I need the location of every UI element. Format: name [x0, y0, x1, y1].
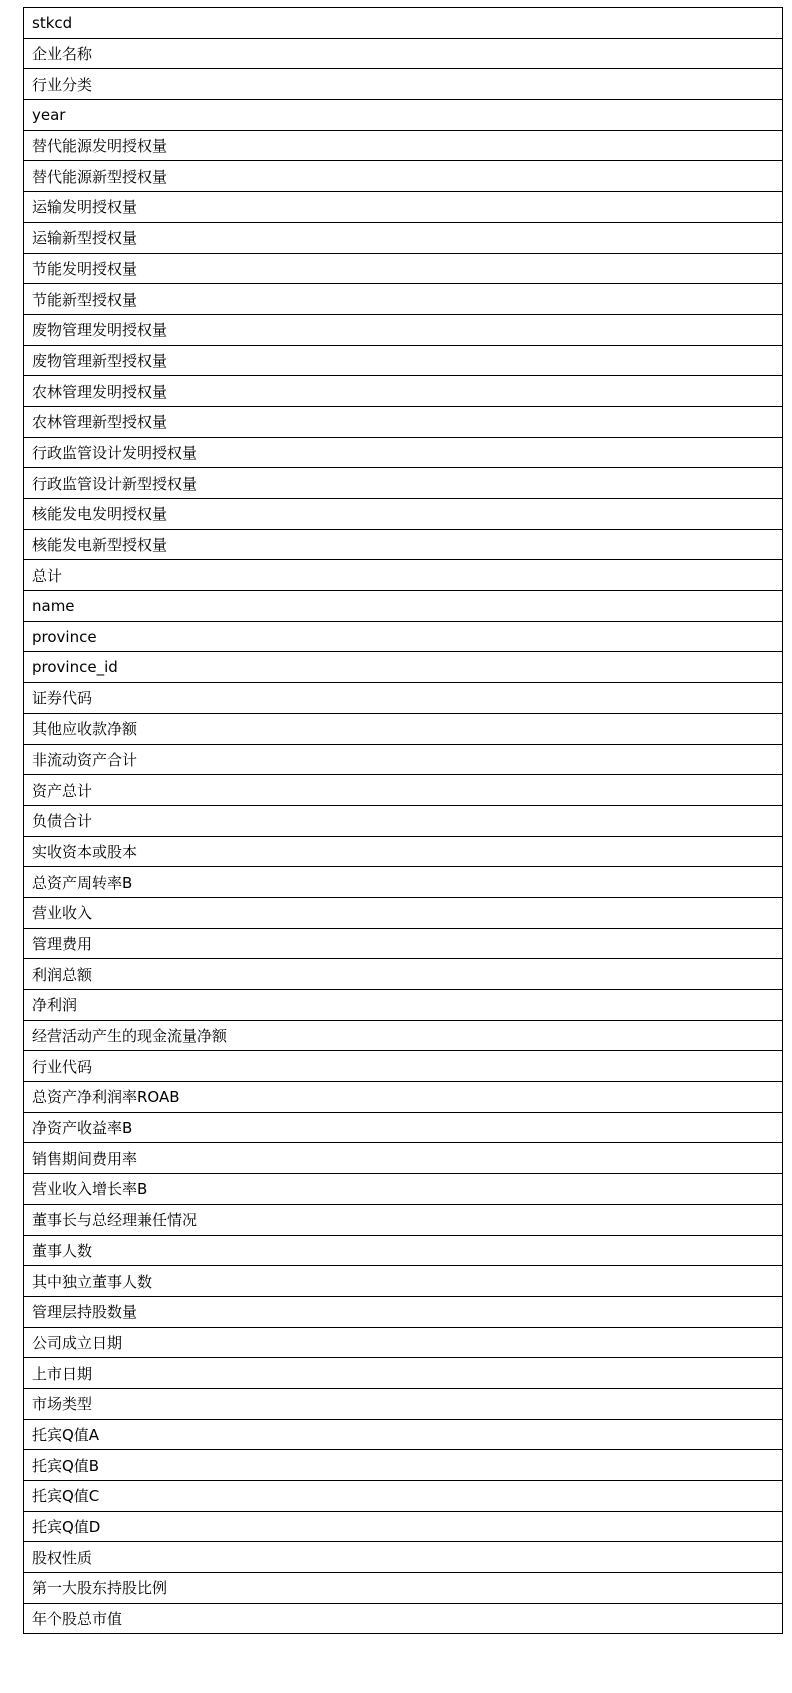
table-row	[24, 1235, 783, 1266]
table-row	[24, 499, 783, 530]
field-name-cell: 董事人数	[24, 1235, 783, 1266]
table-row	[24, 897, 783, 928]
table-row	[24, 253, 783, 284]
table-row	[24, 1542, 783, 1573]
table-row	[24, 100, 783, 131]
field-name-cell: 资产总计	[24, 775, 783, 806]
table-row	[24, 1112, 783, 1143]
field-name-cell: 股权性质	[24, 1542, 783, 1573]
field-name-cell: 证券代码	[24, 683, 783, 714]
field-name-cell: 非流动资产合计	[24, 744, 783, 775]
field-name-cell: year	[24, 100, 783, 131]
field-name-cell: 托宾Q值C	[24, 1481, 783, 1512]
field-name-cell: 利润总额	[24, 959, 783, 990]
field-name-cell: 净利润	[24, 990, 783, 1021]
field-name-cell: 第一大股东持股比例	[24, 1573, 783, 1604]
table-row	[24, 836, 783, 867]
field-name-cell: 托宾Q值D	[24, 1511, 783, 1542]
table-row	[24, 38, 783, 69]
table-row	[24, 1174, 783, 1205]
table-row	[24, 1296, 783, 1327]
field-name-cell: 行业代码	[24, 1051, 783, 1082]
field-list-table	[23, 7, 783, 1634]
field-name-cell: 总计	[24, 560, 783, 591]
field-name-cell: 废物管理新型授权量	[24, 345, 783, 376]
table-row	[24, 1419, 783, 1450]
table-row	[24, 314, 783, 345]
field-name-cell: 替代能源新型授权量	[24, 161, 783, 192]
field-name-cell: 营业收入	[24, 897, 783, 928]
table-row	[24, 1481, 783, 1512]
table-row	[24, 621, 783, 652]
field-name-cell: 董事长与总经理兼任情况	[24, 1204, 783, 1235]
field-name-cell: 行政监管设计发明授权量	[24, 437, 783, 468]
field-name-cell: 经营活动产生的现金流量净额	[24, 1020, 783, 1051]
field-name-cell: 销售期间费用率	[24, 1143, 783, 1174]
field-name-cell: 托宾Q值A	[24, 1419, 783, 1450]
field-name-cell: 运输发明授权量	[24, 192, 783, 223]
table-row	[24, 284, 783, 315]
field-name-cell: 市场类型	[24, 1388, 783, 1419]
table-row	[24, 867, 783, 898]
table-row	[24, 130, 783, 161]
field-name-cell: name	[24, 591, 783, 622]
table-row	[24, 1020, 783, 1051]
field-name-cell: 年个股总市值	[24, 1603, 783, 1634]
table-row	[24, 591, 783, 622]
field-name-cell: province	[24, 621, 783, 652]
field-name-cell: 管理层持股数量	[24, 1296, 783, 1327]
field-name-cell: 节能新型授权量	[24, 284, 783, 315]
field-name-cell: 节能发明授权量	[24, 253, 783, 284]
field-name-cell: 核能发电新型授权量	[24, 529, 783, 560]
field-name-cell: 上市日期	[24, 1358, 783, 1389]
table-row	[24, 69, 783, 100]
field-name-cell: 农林管理新型授权量	[24, 406, 783, 437]
field-name-cell: 企业名称	[24, 38, 783, 69]
table-row	[24, 1143, 783, 1174]
table-row	[24, 1051, 783, 1082]
table-row	[24, 529, 783, 560]
table-row	[24, 805, 783, 836]
table-row	[24, 713, 783, 744]
table-row	[24, 959, 783, 990]
table-row	[24, 437, 783, 468]
field-name-cell: 负债合计	[24, 805, 783, 836]
field-name-cell: 营业收入增长率B	[24, 1174, 783, 1205]
table-row	[24, 406, 783, 437]
field-name-cell: 实收资本或股本	[24, 836, 783, 867]
field-name-cell: 管理费用	[24, 928, 783, 959]
table-row	[24, 161, 783, 192]
table-row	[24, 652, 783, 683]
table-row	[24, 345, 783, 376]
table-row	[24, 192, 783, 223]
table-row	[24, 560, 783, 591]
field-name-cell: 行业分类	[24, 69, 783, 100]
field-name-cell: stkcd	[24, 8, 783, 39]
field-name-cell: 农林管理发明授权量	[24, 376, 783, 407]
table-row	[24, 928, 783, 959]
table-row	[24, 683, 783, 714]
table-row	[24, 1450, 783, 1481]
field-name-cell: 总资产净利润率ROAB	[24, 1082, 783, 1113]
table-row	[24, 1204, 783, 1235]
table-row	[24, 8, 783, 39]
table-row	[24, 775, 783, 806]
field-name-cell: 托宾Q值B	[24, 1450, 783, 1481]
field-name-cell: province_id	[24, 652, 783, 683]
table-row	[24, 468, 783, 499]
table-row	[24, 222, 783, 253]
field-name-cell: 其中独立董事人数	[24, 1266, 783, 1297]
field-name-cell: 总资产周转率B	[24, 867, 783, 898]
table-row	[24, 376, 783, 407]
field-list-body	[24, 8, 783, 1634]
field-name-cell: 其他应收款净额	[24, 713, 783, 744]
table-row	[24, 1388, 783, 1419]
field-name-cell: 行政监管设计新型授权量	[24, 468, 783, 499]
table-row	[24, 1573, 783, 1604]
table-row	[24, 744, 783, 775]
table-row	[24, 990, 783, 1021]
table-row	[24, 1511, 783, 1542]
field-name-cell: 公司成立日期	[24, 1327, 783, 1358]
table-row	[24, 1082, 783, 1113]
table-row	[24, 1358, 783, 1389]
table-row	[24, 1327, 783, 1358]
table-row	[24, 1603, 783, 1634]
field-name-cell: 废物管理发明授权量	[24, 314, 783, 345]
field-name-cell: 净资产收益率B	[24, 1112, 783, 1143]
field-name-cell: 替代能源发明授权量	[24, 130, 783, 161]
field-name-cell: 核能发电发明授权量	[24, 499, 783, 530]
table-row	[24, 1266, 783, 1297]
field-name-cell: 运输新型授权量	[24, 222, 783, 253]
